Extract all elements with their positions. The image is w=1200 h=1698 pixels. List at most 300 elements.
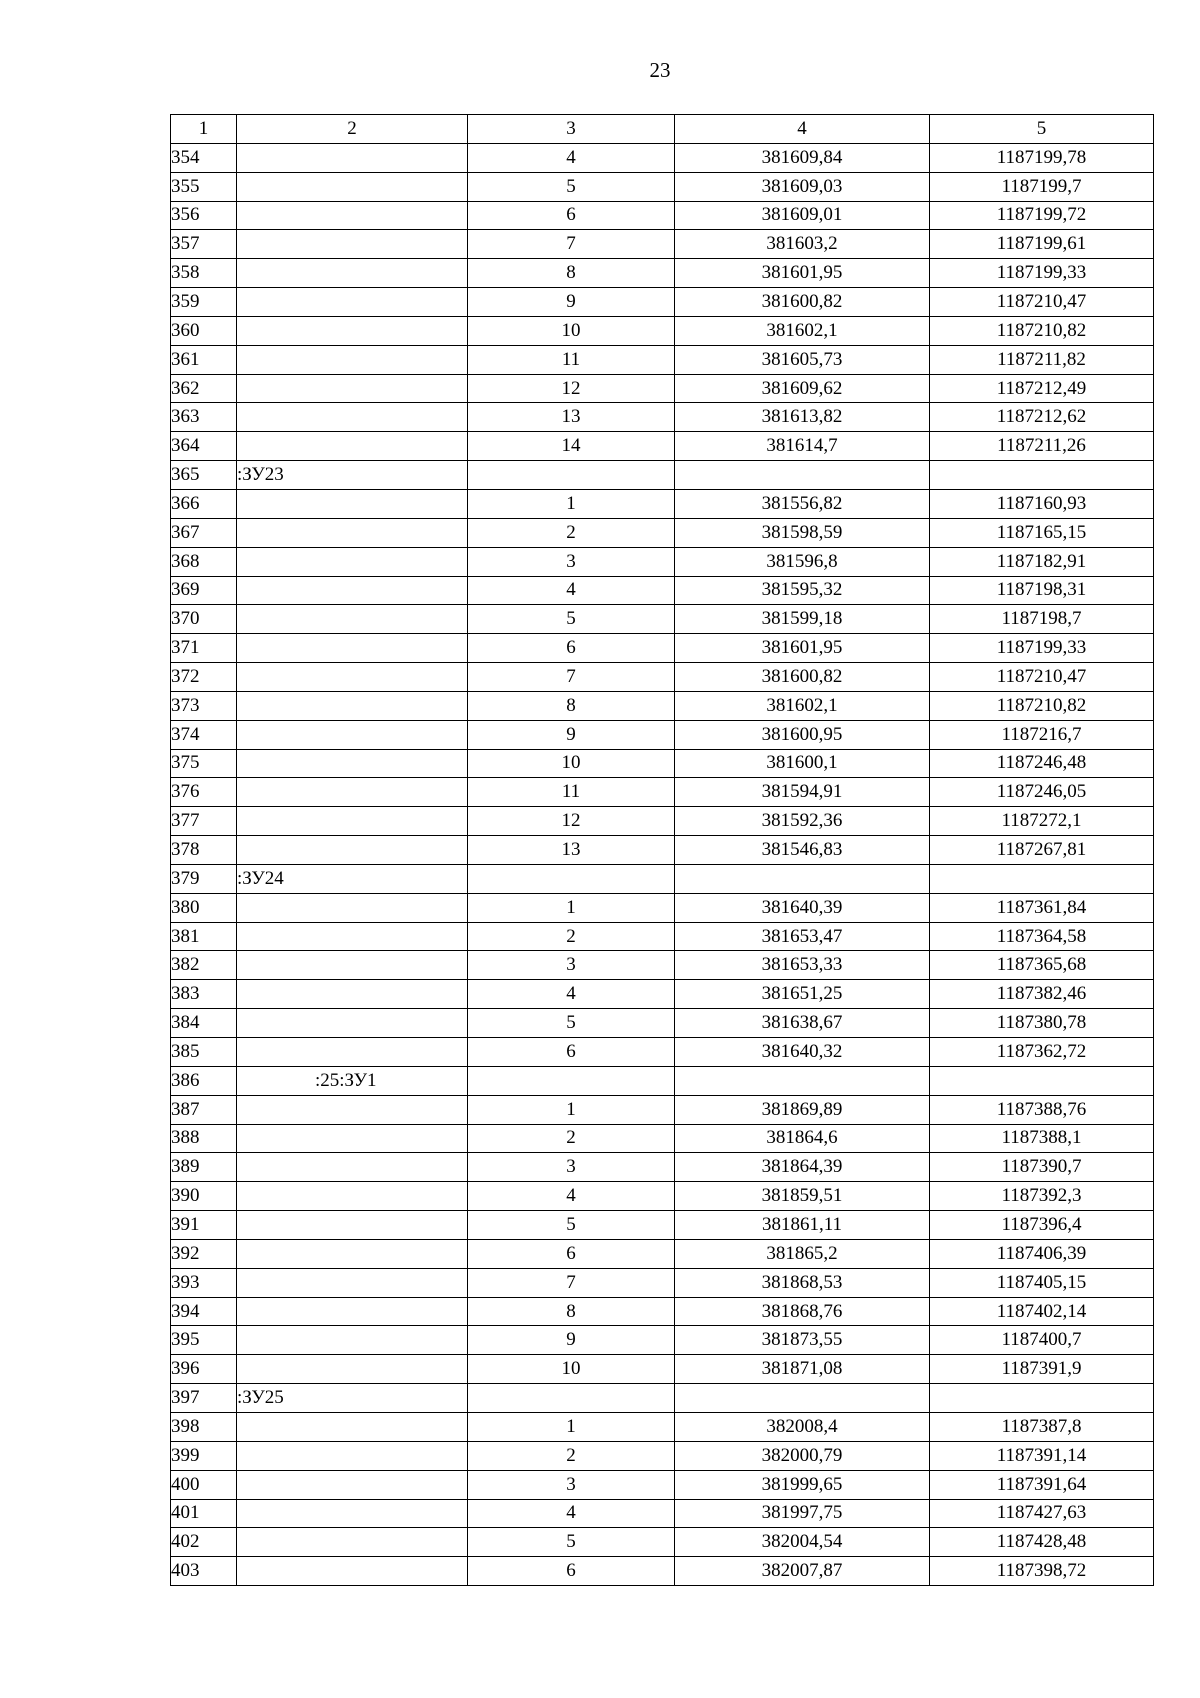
table-row: [171, 259, 1154, 288]
x-coordinate-cell: 381864,6: [675, 1124, 930, 1153]
plot-cell: [237, 807, 468, 836]
x-coordinate-cell: 381602,1: [675, 691, 930, 720]
row-number-cell: 375: [171, 749, 237, 778]
y-coordinate-cell: 1187246,48: [930, 749, 1154, 778]
point-number-cell: 2: [468, 922, 675, 951]
point-number-cell: 5: [468, 172, 675, 201]
point-number-cell: 11: [468, 345, 675, 374]
point-number-cell: 6: [468, 634, 675, 663]
plot-cell: [237, 345, 468, 374]
header-cell-col-3: 3: [468, 115, 675, 144]
row-number-cell: 399: [171, 1441, 237, 1470]
row-number-cell: 398: [171, 1412, 237, 1441]
y-coordinate-cell: 1187199,78: [930, 143, 1154, 172]
table-row: [171, 864, 1154, 893]
row-number-cell: 380: [171, 893, 237, 922]
y-coordinate-cell: 1187160,93: [930, 489, 1154, 518]
row-number-cell: 402: [171, 1528, 237, 1557]
y-coordinate-cell: 1187199,61: [930, 230, 1154, 259]
y-coordinate-cell: 1187199,7: [930, 172, 1154, 201]
y-coordinate-cell: 1187198,31: [930, 576, 1154, 605]
point-number-cell: [468, 864, 675, 893]
x-coordinate-cell: 381609,03: [675, 172, 930, 201]
point-number-cell: 13: [468, 836, 675, 865]
y-coordinate-cell: 1187391,9: [930, 1355, 1154, 1384]
plot-cell: [237, 1557, 468, 1586]
plot-cell: [237, 778, 468, 807]
x-coordinate-cell: [675, 1066, 930, 1095]
y-coordinate-cell: 1187212,62: [930, 403, 1154, 432]
row-number-cell: 365: [171, 461, 237, 490]
row-number-cell: 384: [171, 1009, 237, 1038]
x-coordinate-cell: 381640,32: [675, 1038, 930, 1067]
point-number-cell: 14: [468, 432, 675, 461]
row-number-cell: 372: [171, 663, 237, 692]
plot-cell: [237, 230, 468, 259]
plot-cell: [237, 836, 468, 865]
table-row: [171, 1441, 1154, 1470]
point-number-cell: 4: [468, 980, 675, 1009]
x-coordinate-cell: [675, 1384, 930, 1413]
table-row: [171, 1355, 1154, 1384]
table-row: [171, 288, 1154, 317]
row-number-cell: 364: [171, 432, 237, 461]
table-row: [171, 893, 1154, 922]
coordinates-table: [170, 114, 1154, 1586]
plot-cell: [237, 518, 468, 547]
y-coordinate-cell: 1187428,48: [930, 1528, 1154, 1557]
row-number-cell: 359: [171, 288, 237, 317]
plot-cell: :ЗУ24: [237, 864, 468, 893]
x-coordinate-cell: 381653,33: [675, 951, 930, 980]
y-coordinate-cell: 1187400,7: [930, 1326, 1154, 1355]
point-number-cell: 10: [468, 749, 675, 778]
point-number-cell: 6: [468, 1239, 675, 1268]
row-number-cell: 400: [171, 1470, 237, 1499]
row-number-cell: 374: [171, 720, 237, 749]
y-coordinate-cell: 1187199,33: [930, 634, 1154, 663]
y-coordinate-cell: 1187182,91: [930, 547, 1154, 576]
y-coordinate-cell: 1187396,4: [930, 1211, 1154, 1240]
plot-cell: :25:ЗУ1: [237, 1066, 468, 1095]
plot-cell: [237, 749, 468, 778]
point-number-cell: 11: [468, 778, 675, 807]
row-number-cell: 362: [171, 374, 237, 403]
table-row: [171, 1557, 1154, 1586]
table-row: [171, 1297, 1154, 1326]
point-number-cell: 3: [468, 1470, 675, 1499]
row-number-cell: 366: [171, 489, 237, 518]
plot-cell: [237, 1412, 468, 1441]
plot-cell: [237, 1211, 468, 1240]
row-number-cell: 377: [171, 807, 237, 836]
plot-cell: [237, 1326, 468, 1355]
x-coordinate-cell: 381596,8: [675, 547, 930, 576]
point-number-cell: 4: [468, 1182, 675, 1211]
row-number-cell: 383: [171, 980, 237, 1009]
row-number-cell: 386: [171, 1066, 237, 1095]
x-coordinate-cell: 381605,73: [675, 345, 930, 374]
point-number-cell: 2: [468, 1441, 675, 1470]
row-number-cell: 388: [171, 1124, 237, 1153]
x-coordinate-cell: 381609,62: [675, 374, 930, 403]
x-coordinate-cell: [675, 864, 930, 893]
table-row: [171, 1211, 1154, 1240]
table-row: [171, 691, 1154, 720]
point-number-cell: 5: [468, 1009, 675, 1038]
point-number-cell: 4: [468, 143, 675, 172]
point-number-cell: 3: [468, 1153, 675, 1182]
row-number-cell: 379: [171, 864, 237, 893]
plot-cell: [237, 1499, 468, 1528]
row-number-cell: 389: [171, 1153, 237, 1182]
y-coordinate-cell: 1187387,8: [930, 1412, 1154, 1441]
plot-cell: [237, 374, 468, 403]
table-row: [171, 345, 1154, 374]
y-coordinate-cell: 1187210,47: [930, 288, 1154, 317]
table-row: [171, 1412, 1154, 1441]
point-number-cell: 1: [468, 893, 675, 922]
point-number-cell: 12: [468, 807, 675, 836]
x-coordinate-cell: 381999,65: [675, 1470, 930, 1499]
table-row: [171, 201, 1154, 230]
plot-cell: :ЗУ25: [237, 1384, 468, 1413]
y-coordinate-cell: 1187216,7: [930, 720, 1154, 749]
table-row: [171, 605, 1154, 634]
x-coordinate-cell: 381600,1: [675, 749, 930, 778]
plot-cell: [237, 576, 468, 605]
row-number-cell: 376: [171, 778, 237, 807]
x-coordinate-cell: 381601,95: [675, 634, 930, 663]
x-coordinate-cell: 381600,95: [675, 720, 930, 749]
plot-cell: [237, 663, 468, 692]
y-coordinate-cell: 1187391,64: [930, 1470, 1154, 1499]
x-coordinate-cell: 381599,18: [675, 605, 930, 634]
x-coordinate-cell: 381865,2: [675, 1239, 930, 1268]
row-number-cell: 369: [171, 576, 237, 605]
table-row: [171, 1470, 1154, 1499]
y-coordinate-cell: 1187388,76: [930, 1095, 1154, 1124]
table-row: [171, 1066, 1154, 1095]
y-coordinate-cell: 1187246,05: [930, 778, 1154, 807]
x-coordinate-cell: 381601,95: [675, 259, 930, 288]
plot-cell: [237, 1153, 468, 1182]
y-coordinate-cell: 1187388,1: [930, 1124, 1154, 1153]
plot-cell: [237, 691, 468, 720]
row-number-cell: 396: [171, 1355, 237, 1384]
point-number-cell: 7: [468, 1268, 675, 1297]
x-coordinate-cell: 381609,84: [675, 143, 930, 172]
point-number-cell: 1: [468, 489, 675, 518]
plot-cell: [237, 1038, 468, 1067]
header-cell-col-5: 5: [930, 115, 1154, 144]
table-row: [171, 461, 1154, 490]
table-row: [171, 316, 1154, 345]
point-number-cell: 5: [468, 1211, 675, 1240]
table-row: [171, 143, 1154, 172]
point-number-cell: 4: [468, 576, 675, 605]
point-number-cell: 12: [468, 374, 675, 403]
y-coordinate-cell: 1187362,72: [930, 1038, 1154, 1067]
page-number: 23: [649, 58, 671, 82]
row-number-cell: 378: [171, 836, 237, 865]
point-number-cell: 3: [468, 951, 675, 980]
row-number-cell: 360: [171, 316, 237, 345]
x-coordinate-cell: 381651,25: [675, 980, 930, 1009]
table-row: [171, 547, 1154, 576]
table-row: [171, 403, 1154, 432]
row-number-cell: 390: [171, 1182, 237, 1211]
point-number-cell: [468, 1066, 675, 1095]
point-number-cell: 9: [468, 1326, 675, 1355]
y-coordinate-cell: 1187365,68: [930, 951, 1154, 980]
x-coordinate-cell: [675, 461, 930, 490]
x-coordinate-cell: 381598,59: [675, 518, 930, 547]
plot-cell: [237, 1095, 468, 1124]
x-coordinate-cell: 381864,39: [675, 1153, 930, 1182]
point-number-cell: 6: [468, 1557, 675, 1586]
y-coordinate-cell: 1187210,82: [930, 691, 1154, 720]
table-row: [171, 778, 1154, 807]
y-coordinate-cell: 1187212,49: [930, 374, 1154, 403]
y-coordinate-cell: 1187210,47: [930, 663, 1154, 692]
x-coordinate-cell: 381868,76: [675, 1297, 930, 1326]
point-number-cell: 7: [468, 663, 675, 692]
table-row: [171, 1528, 1154, 1557]
row-number-cell: 387: [171, 1095, 237, 1124]
table-row: [171, 1124, 1154, 1153]
y-coordinate-cell: 1187267,81: [930, 836, 1154, 865]
plot-cell: [237, 489, 468, 518]
row-number-cell: 357: [171, 230, 237, 259]
point-number-cell: 3: [468, 547, 675, 576]
plot-cell: [237, 1124, 468, 1153]
table-row: [171, 922, 1154, 951]
x-coordinate-cell: 381546,83: [675, 836, 930, 865]
x-coordinate-cell: 381873,55: [675, 1326, 930, 1355]
plot-cell: [237, 1182, 468, 1211]
row-number-cell: 394: [171, 1297, 237, 1326]
point-number-cell: 6: [468, 201, 675, 230]
table-row: [171, 432, 1154, 461]
point-number-cell: 9: [468, 288, 675, 317]
table-row: [171, 1095, 1154, 1124]
point-number-cell: 1: [468, 1412, 675, 1441]
y-coordinate-cell: 1187405,15: [930, 1268, 1154, 1297]
header-cell-col-1: 1: [171, 115, 237, 144]
row-number-cell: 403: [171, 1557, 237, 1586]
table-row: [171, 1268, 1154, 1297]
plot-cell: [237, 1355, 468, 1384]
x-coordinate-cell: 381869,89: [675, 1095, 930, 1124]
row-number-cell: 358: [171, 259, 237, 288]
header-cell-col-4: 4: [675, 115, 930, 144]
plot-cell: [237, 980, 468, 1009]
x-coordinate-cell: 381600,82: [675, 663, 930, 692]
x-coordinate-cell: 381871,08: [675, 1355, 930, 1384]
point-number-cell: 4: [468, 1499, 675, 1528]
row-number-cell: 361: [171, 345, 237, 374]
row-number-cell: 397: [171, 1384, 237, 1413]
plot-cell: [237, 1297, 468, 1326]
x-coordinate-cell: 381640,39: [675, 893, 930, 922]
y-coordinate-cell: 1187406,39: [930, 1239, 1154, 1268]
table-row: [171, 518, 1154, 547]
row-number-cell: 373: [171, 691, 237, 720]
table-row: [171, 663, 1154, 692]
point-number-cell: 13: [468, 403, 675, 432]
x-coordinate-cell: 381556,82: [675, 489, 930, 518]
x-coordinate-cell: 381609,01: [675, 201, 930, 230]
row-number-cell: 392: [171, 1239, 237, 1268]
y-coordinate-cell: 1187199,33: [930, 259, 1154, 288]
table-row: [171, 1499, 1154, 1528]
y-coordinate-cell: 1187402,14: [930, 1297, 1154, 1326]
y-coordinate-cell: 1187398,72: [930, 1557, 1154, 1586]
table-row: [171, 172, 1154, 201]
row-number-cell: 393: [171, 1268, 237, 1297]
point-number-cell: 5: [468, 1528, 675, 1557]
point-number-cell: 10: [468, 316, 675, 345]
point-number-cell: 8: [468, 691, 675, 720]
y-coordinate-cell: 1187199,72: [930, 201, 1154, 230]
point-number-cell: 10: [468, 1355, 675, 1384]
point-number-cell: 6: [468, 1038, 675, 1067]
row-number-cell: 391: [171, 1211, 237, 1240]
x-coordinate-cell: 381868,53: [675, 1268, 930, 1297]
plot-cell: [237, 201, 468, 230]
table-row: [171, 1182, 1154, 1211]
plot-cell: [237, 316, 468, 345]
x-coordinate-cell: 381614,7: [675, 432, 930, 461]
row-number-cell: 382: [171, 951, 237, 980]
row-number-cell: 354: [171, 143, 237, 172]
table-row: [171, 1239, 1154, 1268]
table-row: [171, 1009, 1154, 1038]
y-coordinate-cell: 1187361,84: [930, 893, 1154, 922]
plot-cell: [237, 605, 468, 634]
table-row: [171, 1153, 1154, 1182]
plot-cell: [237, 893, 468, 922]
x-coordinate-cell: 381997,75: [675, 1499, 930, 1528]
table-row: [171, 749, 1154, 778]
plot-cell: [237, 259, 468, 288]
table-body: [171, 115, 1154, 1586]
table-row: [171, 980, 1154, 1009]
row-number-cell: 385: [171, 1038, 237, 1067]
y-coordinate-cell: 1187390,7: [930, 1153, 1154, 1182]
table-row: [171, 374, 1154, 403]
table-row: [171, 634, 1154, 663]
point-number-cell: 2: [468, 1124, 675, 1153]
row-number-cell: 401: [171, 1499, 237, 1528]
table-row: [171, 576, 1154, 605]
table-row: [171, 230, 1154, 259]
plot-cell: [237, 288, 468, 317]
x-coordinate-cell: 382007,87: [675, 1557, 930, 1586]
table-row: [171, 1326, 1154, 1355]
y-coordinate-cell: 1187210,82: [930, 316, 1154, 345]
point-number-cell: 1: [468, 1095, 675, 1124]
y-coordinate-cell: [930, 864, 1154, 893]
point-number-cell: 8: [468, 1297, 675, 1326]
x-coordinate-cell: 381859,51: [675, 1182, 930, 1211]
point-number-cell: 8: [468, 259, 675, 288]
table-row: [171, 489, 1154, 518]
header-cell-col-2: 2: [237, 115, 468, 144]
y-coordinate-cell: 1187392,3: [930, 1182, 1154, 1211]
table-row: [171, 1384, 1154, 1413]
point-number-cell: [468, 1384, 675, 1413]
row-number-cell: 370: [171, 605, 237, 634]
table-row: [171, 951, 1154, 980]
x-coordinate-cell: 381602,1: [675, 316, 930, 345]
row-number-cell: 355: [171, 172, 237, 201]
table-row: [171, 720, 1154, 749]
x-coordinate-cell: 381600,82: [675, 288, 930, 317]
y-coordinate-cell: 1187391,14: [930, 1441, 1154, 1470]
point-number-cell: [468, 461, 675, 490]
plot-cell: :ЗУ23: [237, 461, 468, 490]
table-row: [171, 1038, 1154, 1067]
plot-cell: [237, 1009, 468, 1038]
plot-cell: [237, 172, 468, 201]
y-coordinate-cell: 1187427,63: [930, 1499, 1154, 1528]
plot-cell: [237, 547, 468, 576]
x-coordinate-cell: 381603,2: [675, 230, 930, 259]
x-coordinate-cell: 382000,79: [675, 1441, 930, 1470]
plot-cell: [237, 1268, 468, 1297]
x-coordinate-cell: 382008,4: [675, 1412, 930, 1441]
y-coordinate-cell: [930, 461, 1154, 490]
plot-cell: [237, 1239, 468, 1268]
y-coordinate-cell: 1187211,82: [930, 345, 1154, 374]
row-number-cell: 367: [171, 518, 237, 547]
x-coordinate-cell: 382004,54: [675, 1528, 930, 1557]
y-coordinate-cell: 1187272,1: [930, 807, 1154, 836]
table-header-row: [171, 115, 1154, 144]
y-coordinate-cell: 1187211,26: [930, 432, 1154, 461]
point-number-cell: 5: [468, 605, 675, 634]
x-coordinate-cell: 381595,32: [675, 576, 930, 605]
x-coordinate-cell: 381594,91: [675, 778, 930, 807]
row-number-cell: 371: [171, 634, 237, 663]
table-row: [171, 807, 1154, 836]
y-coordinate-cell: 1187165,15: [930, 518, 1154, 547]
plot-cell: [237, 432, 468, 461]
plot-cell: [237, 922, 468, 951]
plot-cell: [237, 634, 468, 663]
row-number-cell: 356: [171, 201, 237, 230]
y-coordinate-cell: [930, 1066, 1154, 1095]
plot-cell: [237, 1441, 468, 1470]
plot-cell: [237, 720, 468, 749]
x-coordinate-cell: 381861,11: [675, 1211, 930, 1240]
table-row: [171, 836, 1154, 865]
point-number-cell: 2: [468, 518, 675, 547]
row-number-cell: 381: [171, 922, 237, 951]
x-coordinate-cell: 381653,47: [675, 922, 930, 951]
plot-cell: [237, 1528, 468, 1557]
y-coordinate-cell: 1187364,58: [930, 922, 1154, 951]
row-number-cell: 363: [171, 403, 237, 432]
plot-cell: [237, 403, 468, 432]
plot-cell: [237, 951, 468, 980]
y-coordinate-cell: 1187380,78: [930, 1009, 1154, 1038]
y-coordinate-cell: [930, 1384, 1154, 1413]
plot-cell: [237, 1470, 468, 1499]
plot-cell: [237, 143, 468, 172]
